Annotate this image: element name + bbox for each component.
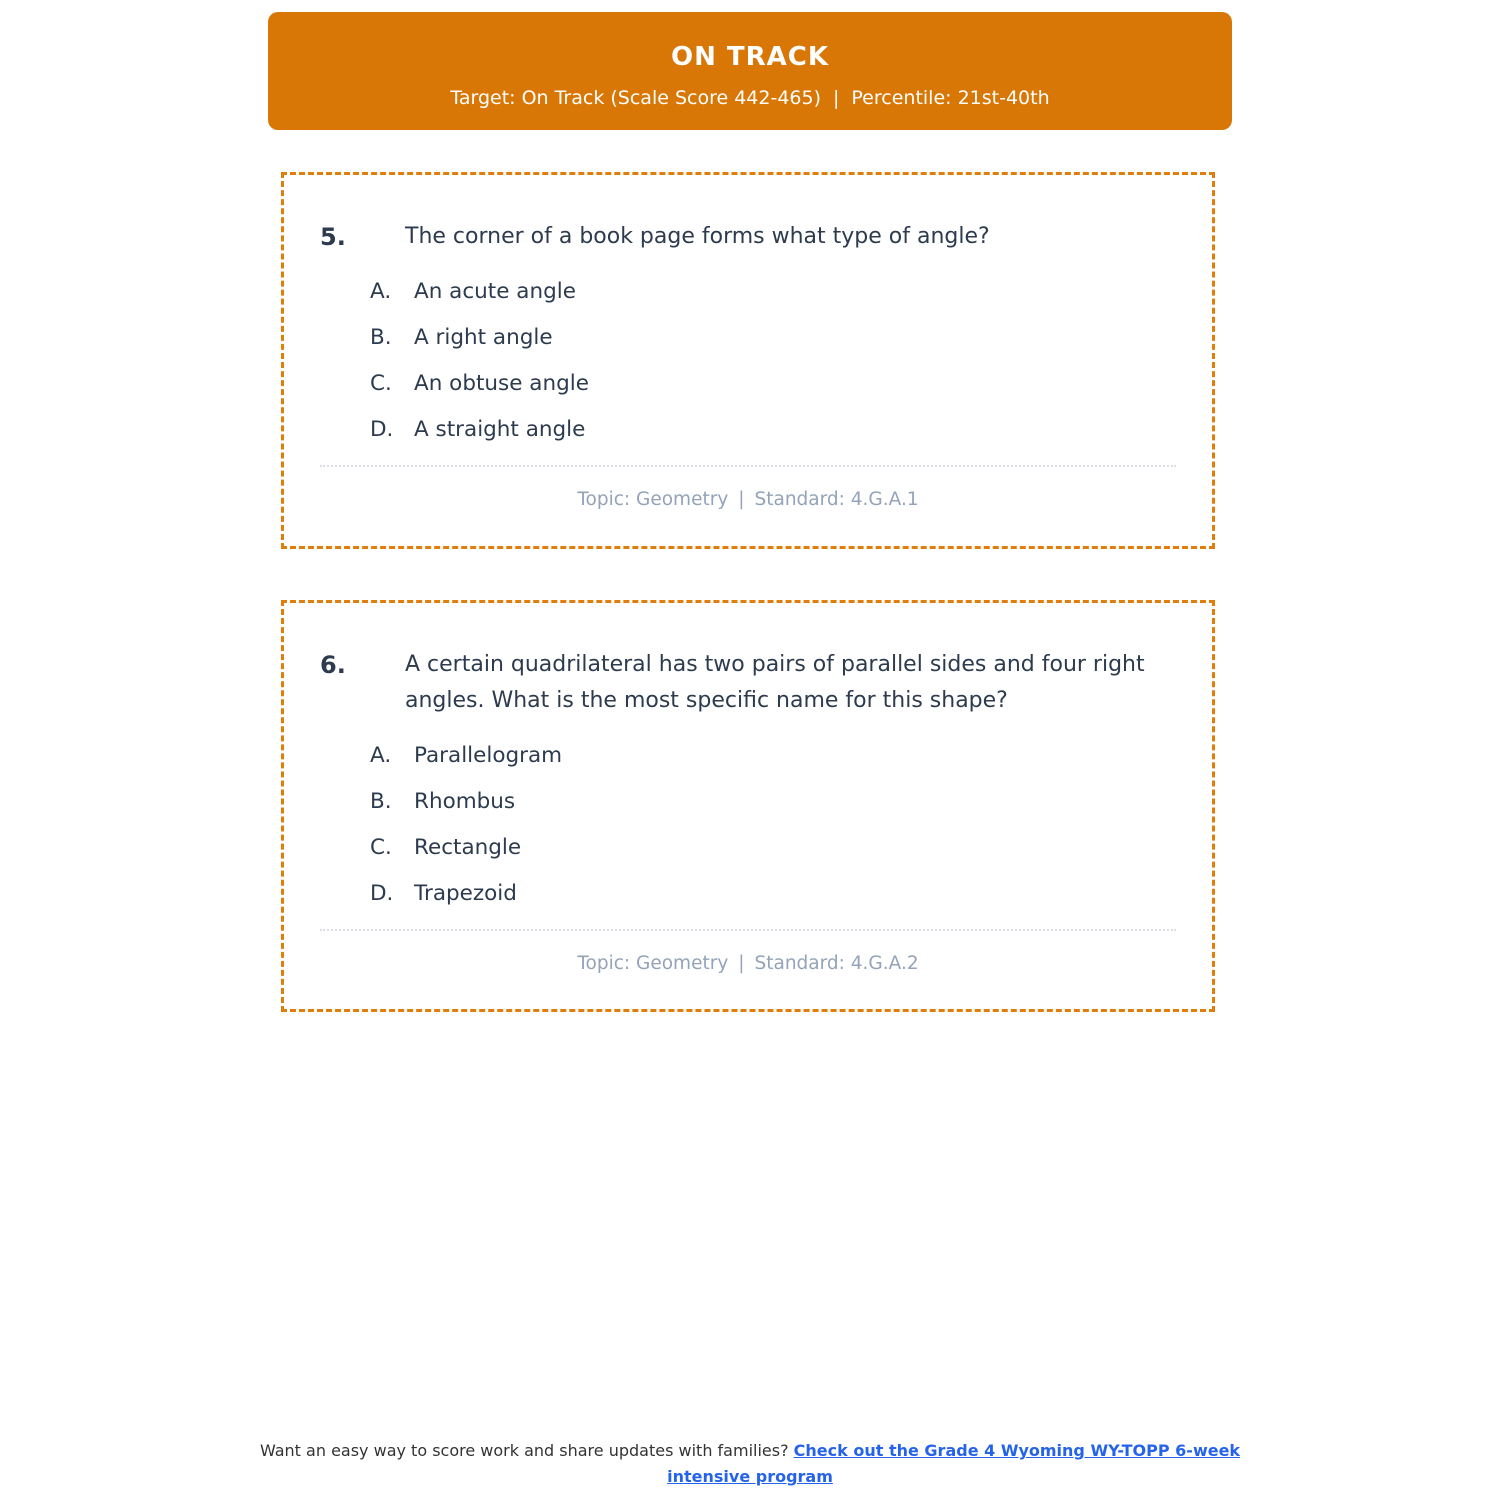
band-title: ON TRACK [670,42,830,72]
option-c [370,369,1176,399]
footer-text: Want an easy way to score work and share updates with families? [259,1441,789,1460]
option-letter: C. [370,835,392,860]
option-letter: A. [370,279,392,304]
option-text: Rectangle [414,835,522,860]
option-text: Parallelogram [414,743,563,768]
question-number: 6. [320,651,346,679]
option-b [370,787,1176,817]
option-letter: D. [370,881,394,906]
footer-link[interactable]: Check out the Grade 4 Wyoming WY-TOPP 6-week intensive program [667,1441,1241,1487]
option-letter: D. [370,417,394,442]
question-row [320,219,1176,255]
option-d [370,415,1176,445]
footer [250,1438,1250,1491]
question-card-5 [281,172,1215,549]
options-list [370,277,1176,445]
options-list [370,741,1176,909]
band-percentile: Percentile: 21st-40th [851,87,1050,109]
option-text: A straight angle [414,417,586,442]
question-meta [320,953,1176,974]
option-text: An acute angle [414,279,576,304]
score-band [268,12,1232,130]
option-b [370,323,1176,353]
option-text: Rhombus [414,789,516,814]
divider [320,465,1176,467]
topic-label: Topic: Geometry [577,953,729,974]
question-number: 5. [320,223,346,251]
band-separator: | [833,87,840,109]
option-letter: C. [370,371,392,396]
option-a [370,741,1176,771]
standard-label: Standard: 4.G.A.1 [754,489,919,510]
option-a [370,277,1176,307]
option-text: A right angle [414,325,553,350]
option-d [370,879,1176,909]
question-text: The corner of a book page forms what type of angle? [405,224,990,249]
option-letter: B. [370,789,392,814]
band-subtitle [268,87,1232,109]
option-letter: A. [370,743,392,768]
meta-separator: | [738,953,745,974]
band-target: Target: On Track (Scale Score 442-465) [450,87,821,109]
meta-separator: | [738,489,745,510]
question-text: A certain quadrilateral has two pairs of parallel sides and four right angles. What is the most specific name for this shape? [405,652,1145,713]
option-text: Trapezoid [414,881,517,906]
option-text: An obtuse angle [414,371,589,396]
standard-label: Standard: 4.G.A.2 [754,953,919,974]
question-card-6 [281,600,1215,1012]
divider [320,929,1176,931]
question-meta [320,489,1176,510]
question-row [320,647,1176,719]
topic-label: Topic: Geometry [577,489,729,510]
option-c [370,833,1176,863]
option-letter: B. [370,325,392,350]
